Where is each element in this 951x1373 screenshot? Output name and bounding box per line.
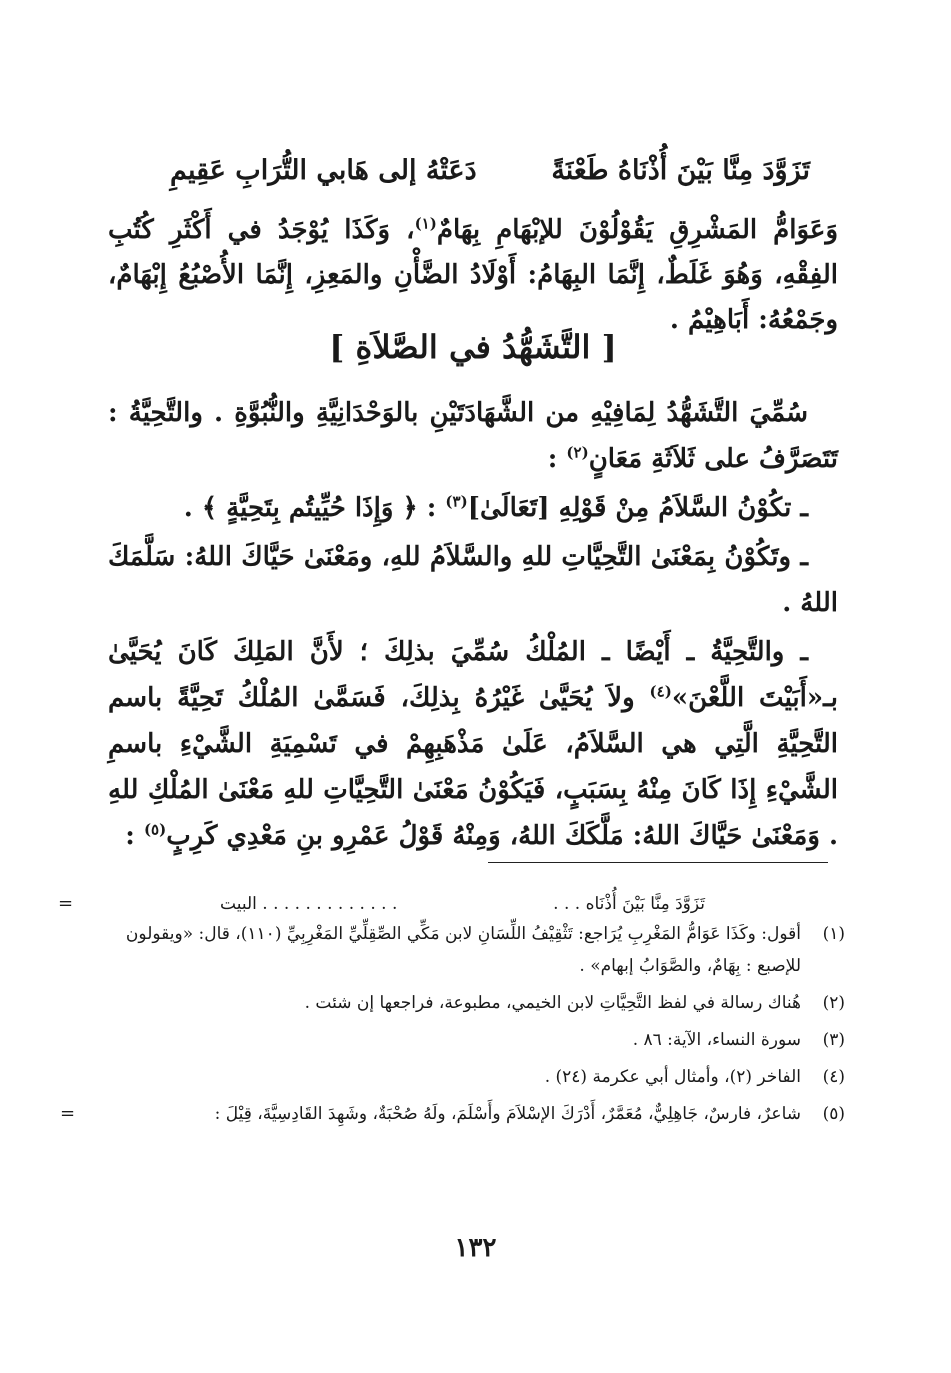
footnote-divider: [488, 862, 828, 863]
footnote-ref-4[interactable]: (٤): [649, 682, 672, 701]
continuation-verse-part-1: تَزَوَّدَ مِنَّا بَيْنَ أُذْنَاه . . .: [553, 894, 705, 914]
continuation-mark: =: [58, 893, 74, 914]
footnote-continuation: [58, 888, 845, 918]
footnote-item: [80, 918, 845, 982]
footnote-item: [60, 1098, 845, 1130]
footnote-ref-1[interactable]: (١): [414, 214, 437, 233]
footnote-number: (٤): [822, 1067, 845, 1087]
footnote-text: سورة النساء، الآية: ٨٦ .: [632, 1030, 801, 1050]
footnote-text: هُناك رسالة في لفظ التَّحِيَّاتِ لابن الخيمي، مطبوعة، فراجعها إن شئت .: [304, 993, 801, 1013]
paragraph-meaning-1: [108, 485, 838, 531]
footnote-text: شاعرٌ، فارسٌ، جَاهِلِيٌّ، مُعَمَّرٌ، أَدْرَكَ الإسْلاَمَ وأَسْلَمَ، ولَهُ صُحْبَةٌ، وشَهِدَ القَادِسِيَّةَ، قِيْلَ :: [214, 1104, 801, 1124]
verse-first-hemistich: تَزَوَّدَ مِنَّا بَيْنَ أُذْنَاهُ طَعْنَةً: [551, 155, 810, 186]
paragraph-text: :: [547, 444, 558, 474]
intro-text-1: وَعَوَامُّ المَشْرِقِ يَقُوْلُوْنَ للإبْهَامِ بِهَامٌ: [436, 215, 838, 245]
paragraph-text: ولاَ يُحَيَّىٰ غَيْرُهُ بِذلِكَ، فَسَمَّىٰ المُلْكُ تَحِيَّةً باسم التَّحِيَّةِ الَّتِي هي السَّلاَمُ، عَلَىٰ مَذْهَبِهِمْ في تَسْمِيَةِ الشَّيْءِ باسمِ الشَّيْءِ إِذَا كَانَ مِنْهُ بِسَبَبٍ، فَيَكُوْنُ مَعْنَىٰ التَّحِيَّاتِ للهِ مَعْنَىٰ المُلْكِ للهِ . وَمَعْنَىٰ حَيَّاكَ اللهُ: مَلَّكَكَ اللهُ، وَمِنْهُ قَوْلُ عَمْرِو بنِ مَعْدِي كَرِبٍ: [108, 683, 838, 851]
footnotes: [58, 888, 845, 1135]
poetry-verse: [170, 155, 810, 205]
paragraph-meaning-2: ـ وتَكُوْنُ بِمَعْنَىٰ التَّحِيَّاتِ للهِ والسَّلاَمُ للهِ، ومَعْنَىٰ حَيَّاكَ اللهُ: سَلَّمَكَ اللهُ .: [108, 542, 838, 618]
intro-text-2: ، وَكَذَا يُوْجَدُ في أَكْثَرِ كُتُبِ الفِقْهِ، وَهُوَ غَلَطٌ، إِنَّمَا البِهَامُ: أَوْلَادُ الضَّأْنِ والمَعِزِ، إِنَّمَا الأُصْبُعُ إِبْهَامٌ، وجَمْعُهُ: أَبَاهِيْمُ .: [108, 215, 838, 335]
continuation-verse-part-2: . . . . . . . . . . . . . البيت: [220, 894, 398, 914]
section-heading: [ التَّشَهُّدُ في الصَّلاَةِ ]: [329, 328, 617, 366]
verse-second-hemistich: دَعَتْهُ إلى هَابي التُّرَابِ عَقِيمِ: [170, 155, 477, 186]
footnote-item: [80, 1024, 845, 1056]
section-body: [108, 390, 838, 862]
paragraph-text: سُمِّيَ التَّشَهُّدُ لِمَافِيْهِ من الشَّهَادَتَيْنِ بالوَحْدَانِيَّةِ والنُّبُوَّةِ . والتَّحِيَّةُ : تَتَصَرَّفُ على ثَلاَثَةِ مَعَانٍ: [108, 398, 838, 474]
footnote-item: [80, 987, 845, 1019]
paragraph-text: ـ والتَّحِيَّةُ ـ أَيْضًا ـ المُلْكُ سُمِّيَ بذلِكَ ؛ لأَنَّ المَلِكَ كَانَ يُحَيَّىٰ بـ«أَبَيْتَ اللَّعْنَ»: [108, 637, 838, 713]
paragraph-meaning-3: [108, 629, 838, 859]
paragraph-text: ـ تكُوْنُ السَّلاَمُ مِنْ قَوْلِهِ [تَعَالَىٰ]: [467, 493, 808, 523]
footnote-text: أقول: وكَذَا عَوَامُّ المَغْرِبِ يُرَاجع: تَثْقِيْفُ اللِّسَانِ لابن مَكِّي الصِّقِلِّيِّ المَغْرِبِيِّ (١١٠)، قال: «ويقولون للإصبع : بِهَامٌ، والصَّوَابُ إبهام» .: [125, 924, 801, 976]
paragraph-text: : ﴿ وَإِذَا حُيِّيتُم بِتَحِيَّةٍ ﴾ .: [183, 493, 437, 523]
footnote-number: (١): [822, 924, 845, 944]
footnote-ref-2[interactable]: (٢): [566, 443, 589, 462]
continuation-mark: =: [60, 1103, 76, 1124]
footnote-ref-5[interactable]: (٥): [143, 820, 167, 839]
footnote-item: [80, 1061, 845, 1093]
footnote-text: الفاخر (٢)، وأمثال أبي عكرمة (٢٤) .: [544, 1067, 801, 1087]
paragraph-text: :: [125, 821, 144, 851]
footnote-number: (٣): [822, 1030, 845, 1050]
footnote-ref-3[interactable]: (٣): [445, 492, 468, 511]
paragraph-definition: [108, 390, 838, 482]
page-number: ١٣٢: [454, 1233, 497, 1263]
footnote-number: (٥): [822, 1104, 845, 1124]
footnote-number: (٢): [822, 993, 845, 1013]
